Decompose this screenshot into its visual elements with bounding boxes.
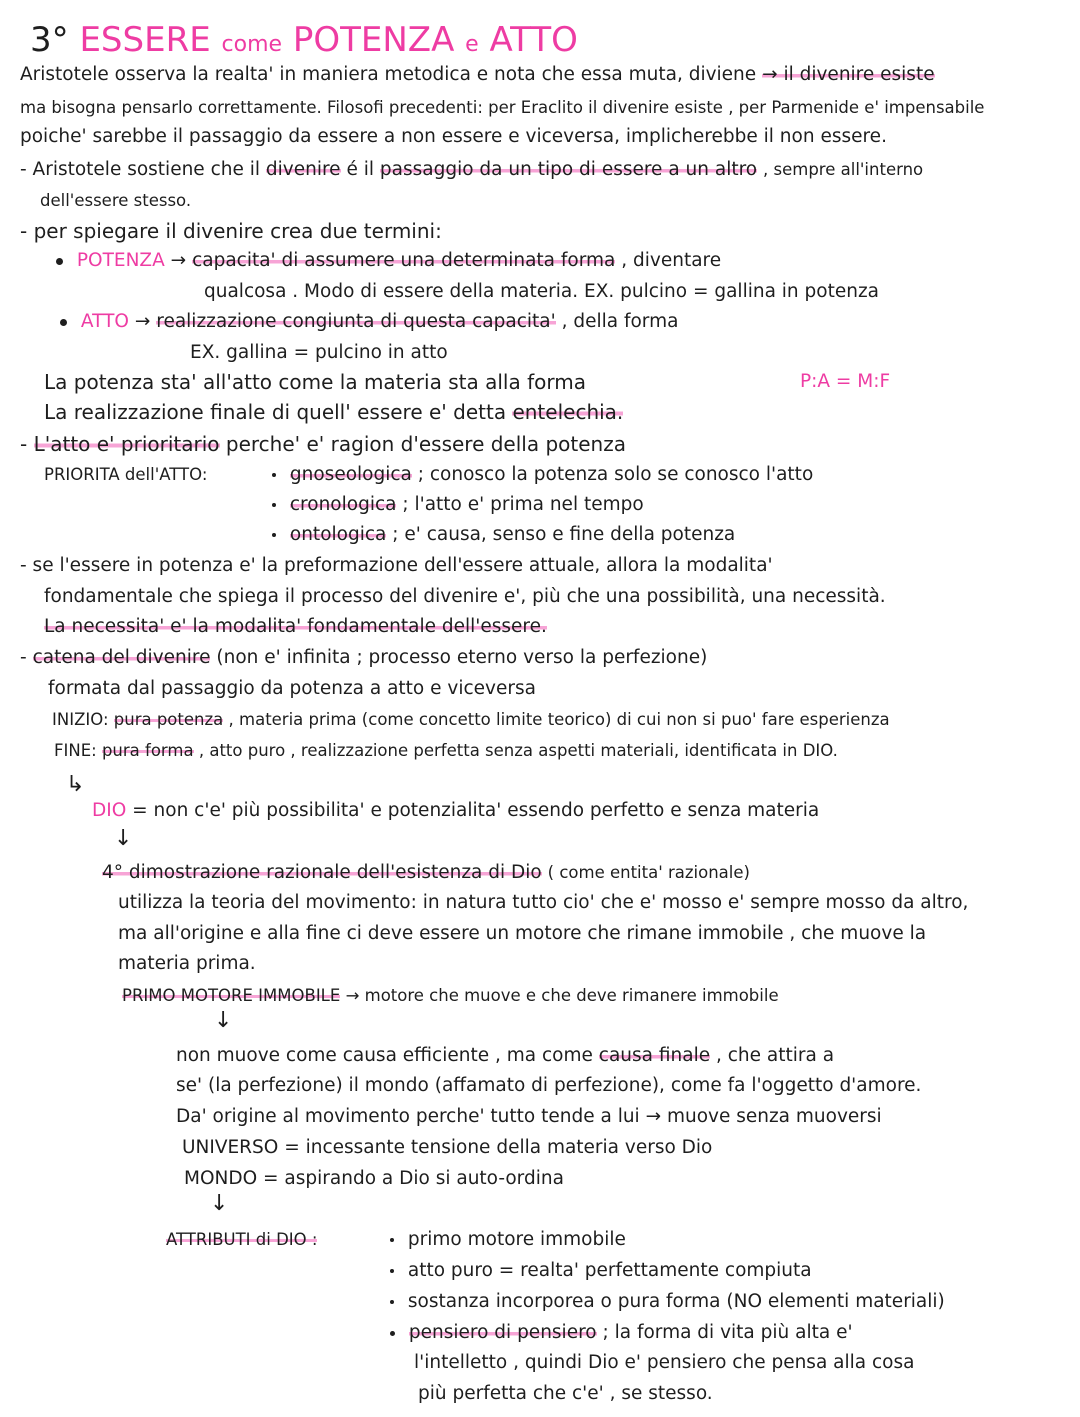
text: La realizzazione finale di quell' essere e' detta [44, 400, 507, 424]
potenza-label: POTENZA [76, 250, 165, 271]
gnoseologica-highlight: gnoseologica [289, 464, 412, 485]
text: perche' e' ragion d'essere della potenza [225, 432, 626, 456]
title-come: come [221, 32, 283, 57]
bullet-icon [390, 1300, 394, 1304]
attributi-label [166, 1227, 317, 1253]
bullet-icon [272, 503, 276, 507]
formula: P:A = M:F [800, 371, 891, 392]
intro-line-2: ma bisogna pensarlo correttamente. Filosofi precedenti: per Eraclito il divenire esiste , per Parmenide e' impensabile [20, 98, 985, 117]
arrow-right-icon: → [134, 311, 151, 332]
motore-line-2: se' (la perfezione) il mondo (affamato di perfezione), come fa l'oggetto d'amore. [176, 1075, 922, 1096]
universo-line: UNIVERSO = incessante tensione della materia verso Dio [182, 1137, 713, 1158]
necessita-highlight: La necessita' e' la modalita' fondamentale dell'essere. [44, 616, 547, 637]
arrow-down-icon: ↓ [214, 1008, 233, 1033]
attributo-item-4-line-3: più perfetta che c'e' , se stesso. [418, 1383, 713, 1404]
divenire-definition-line-2: dell'essere stesso. [40, 191, 192, 210]
dimostrazione-highlight: 4° dimostrazione razionale dell'esistenza di Dio [102, 862, 542, 883]
dimostrazione-line-4: materia prima. [118, 953, 256, 974]
motore-line-1 [176, 1043, 834, 1069]
text: (non e' infinita ; processo eterno verso la perfezione) [216, 647, 708, 668]
entelechia-highlight: entelechia. [512, 400, 624, 424]
primo-motore-line [122, 983, 779, 1009]
text: ; conosco la potenza solo se conosco l'atto [417, 464, 814, 485]
divenire-highlight: divenire [265, 159, 341, 180]
bullet-icon [390, 1331, 395, 1336]
catena-line [20, 645, 707, 671]
text: primo motore immobile [407, 1229, 626, 1250]
priorita-item-1 [272, 462, 813, 488]
fine-line [54, 738, 838, 764]
dimostrazione-line-2: utilizza la teoria del movimento: in natura tutto cio' che e' mosso e' sempre mosso da altro, [118, 892, 969, 913]
priorita-label: PRIORITA dell'ATTO: [44, 465, 208, 484]
catena-highlight: catena del divenire [32, 647, 211, 668]
catena-line-2: formata dal passaggio da potenza a atto e viceversa [48, 678, 536, 699]
bullet-icon [390, 1238, 394, 1242]
potenza-line-2: qualcosa . Modo di essere della materia. EX. pulcino = gallina in potenza [204, 281, 880, 302]
text: ( come entita' razionale) [547, 863, 750, 882]
bullet-icon [272, 473, 276, 477]
potenza-item [56, 248, 721, 274]
title-e: e [465, 32, 479, 57]
text: = non c'e' più possibilita' e potenzialita' essendo perfetto e senza materia [132, 800, 820, 821]
passaggio-highlight: passaggio da un tipo di essere a un altro [379, 159, 758, 180]
atto-prioritario-line [20, 431, 626, 457]
title-essere: ESSERE [79, 20, 211, 60]
text: - [20, 432, 28, 456]
bullet-icon [272, 533, 276, 537]
necessita-line-1: - se l'essere in potenza e' la preformazione dell'essere attuale, allora la modalita' [20, 555, 773, 576]
primo-motore-highlight: PRIMO MOTORE IMMOBILE [122, 986, 341, 1005]
motore-line-3: Da' origine al movimento perche' tutto tende a lui → muove senza muoversi [176, 1106, 882, 1127]
attributo-item-3 [390, 1289, 945, 1315]
dio-line [92, 798, 819, 824]
atto-label: ATTO [80, 311, 129, 332]
text: ; e' causa, senso e fine della potenza [392, 524, 736, 545]
fine-label: FINE: [54, 741, 97, 760]
bullet-icon [390, 1269, 394, 1273]
atto-item [60, 309, 678, 335]
text: → motore che muove e che deve rimanere immobile [345, 986, 779, 1005]
title-atto: ATTO [489, 20, 578, 60]
necessita-line-3 [44, 614, 547, 640]
text: , sempre all'interno [763, 160, 924, 179]
text: ; l'atto e' prima nel tempo [402, 494, 644, 515]
text: non muove come causa efficiente , ma come [176, 1045, 593, 1066]
arrow-down-icon: ↓ [114, 826, 133, 851]
curved-arrow-icon: ↳ [66, 772, 85, 797]
text: - [20, 647, 27, 668]
intro-line-3: poiche' sarebbe il passaggio da essere a non essere e viceversa, implicherebbe il non essere. [20, 126, 887, 147]
pura-forma-highlight: pura forma [101, 741, 194, 760]
divenire-esiste-highlight: → il divenire esiste [762, 64, 935, 85]
necessita-line-2: fondamentale che spiega il processo del divenire e', più che una possibilità, una necessità. [44, 586, 886, 607]
inizio-label: INIZIO: [52, 710, 109, 729]
text: atto puro = realta' perfettamente compiuta [407, 1260, 812, 1281]
title-number: 3° [30, 20, 69, 60]
text: , della forma [561, 311, 679, 332]
bullet-icon [60, 319, 67, 326]
pensiero-highlight: pensiero di pensiero [408, 1322, 597, 1343]
text: , atto puro , realizzazione perfetta senza aspetti materiali, identificata in DIO. [198, 741, 838, 760]
atto-definition: realizzazione congiunta di questa capacita' [156, 311, 556, 332]
intro-text: Aristotele osserva la realta' in maniera metodica e nota che essa muta, diviene [20, 64, 757, 85]
text: , materia prima (come concetto limite teorico) di cui non si puo' fare esperienza [228, 710, 890, 729]
attributo-item-1 [390, 1227, 626, 1253]
cronologica-highlight: cronologica [289, 494, 397, 515]
dimostrazione-line [102, 860, 750, 886]
causa-finale-highlight: causa finale [598, 1045, 711, 1066]
entelechia-line [44, 399, 623, 425]
attributo-item-2 [390, 1258, 812, 1284]
attributo-item-4-line-2: l'intelletto , quindi Dio e' pensiero che pensa alla cosa [414, 1352, 915, 1373]
arrow-right-icon: → [170, 250, 187, 271]
arrow-down-icon: ↓ [210, 1191, 229, 1216]
text: ; la forma di vita più alta e' [602, 1322, 853, 1343]
priorita-item-2 [272, 492, 644, 518]
potenza-atto-relation: La potenza sta' all'atto come la materia sta alla forma [44, 370, 586, 394]
attributo-item-4 [390, 1320, 853, 1346]
atto-line-2: EX. gallina = pulcino in atto [190, 342, 448, 363]
title-potenza: POTENZA [292, 20, 455, 60]
text: é il [346, 159, 375, 180]
text: , diventare [621, 250, 722, 271]
priorita-item-3 [272, 522, 735, 548]
text: , che attira a [716, 1045, 835, 1066]
inizio-line [52, 707, 890, 733]
atto-prioritario-highlight: L'atto e' prioritario [33, 432, 220, 456]
potenza-definition: capacita' di assumere una determinata forma [192, 250, 616, 271]
mondo-line: MONDO = aspirando a Dio si auto-ordina [184, 1168, 564, 1189]
dio-label: DIO [92, 800, 127, 821]
text: - Aristotele sostiene che il [20, 159, 261, 180]
ontologica-highlight: ontologica [289, 524, 387, 545]
pura-potenza-highlight: pura potenza [113, 710, 224, 729]
divenire-definition-line [20, 157, 923, 183]
intro-line-1 [20, 62, 935, 88]
due-termini-line: - per spiegare il divenire crea due termini: [20, 219, 442, 243]
page-title [30, 18, 578, 67]
dimostrazione-line-3: ma all'origine e alla fine ci deve essere un motore che rimane immobile , che muove la [118, 923, 927, 944]
attributi-highlight: ATTRIBUTI di DIO : [166, 1230, 318, 1249]
text: sostanza incorporea o pura forma (NO elementi materiali) [407, 1291, 945, 1312]
bullet-icon [56, 258, 63, 265]
